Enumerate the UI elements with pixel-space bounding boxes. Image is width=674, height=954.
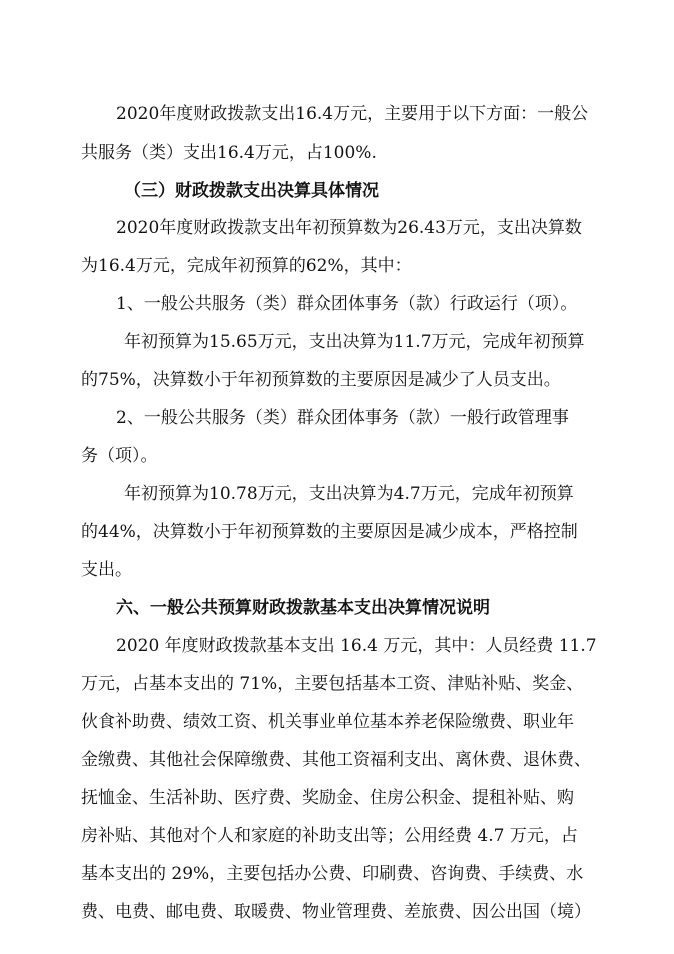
paragraph-line: 费、电费、邮电费、取暖费、物业管理费、差旅费、因公出国（境） [81, 902, 591, 922]
section-heading: 六、一般公共预算财政拨款基本支出决算情况说明 [116, 598, 490, 618]
section-heading: （三）财政拨款支出决算具体情况 [124, 181, 379, 201]
paragraph-line: 金缴费、其他社会保障缴费、其他工资福利支出、离休费、退休费、 [81, 750, 591, 770]
paragraph-line: 万元，占基本支出的 71%，主要包括基本工资、津贴补贴、奖金、 [81, 674, 584, 694]
paragraph-line: 抚恤金、生活补助、医疗费、奖励金、住房公积金、提租补贴、购 [81, 788, 574, 808]
paragraph-line: 房补贴、其他对个人和家庭的补助支出等；公用经费 4.7 万元，占 [81, 826, 578, 846]
paragraph-line: 年初预算为10.78万元，支出决算为4.7万元，完成年初预算 [124, 484, 574, 504]
paragraph-line: 支出。 [81, 560, 132, 580]
paragraph-line: 为16.4万元，完成年初预算的62%，其中： [81, 256, 412, 276]
paragraph-line: 2020年度财政拨款支出年初预算数为26.43万元，支出决算数 [116, 218, 582, 238]
paragraph-line: 的75%，决算数小于年初预算数的主要原因是减少了人员支出。 [81, 370, 561, 390]
paragraph-line: 的44%，决算数小于年初预算数的主要原因是减少成本，严格控制 [81, 522, 578, 542]
item-title: 务（项）。 [81, 446, 158, 466]
item-title: 1、一般公共服务（类）群众团体事务（款）行政运行（项）。 [116, 294, 578, 314]
paragraph-line: 年初预算为15.65万元，支出决算为11.7万元，完成年初预算 [124, 332, 585, 352]
paragraph-line: 伙食补助费、绩效工资、机关事业单位基本养老保险缴费、职业年 [81, 712, 574, 732]
item-title: 2、一般公共服务（类）群众团体事务（款）一般行政管理事 [116, 408, 569, 428]
paragraph-line: 共服务（类）支出16.4万元，占100%. [81, 143, 377, 163]
paragraph-line: 2020 年度财政拨款基本支出 16.4 万元，其中：人员经费 11.7 [116, 636, 597, 656]
paragraph-line: 2020年度财政拨款支出16.4万元，主要用于以下方面：一般公 [116, 104, 589, 124]
paragraph-line: 基本支出的 29%，主要包括办公费、印刷费、咨询费、手续费、水 [81, 864, 584, 884]
